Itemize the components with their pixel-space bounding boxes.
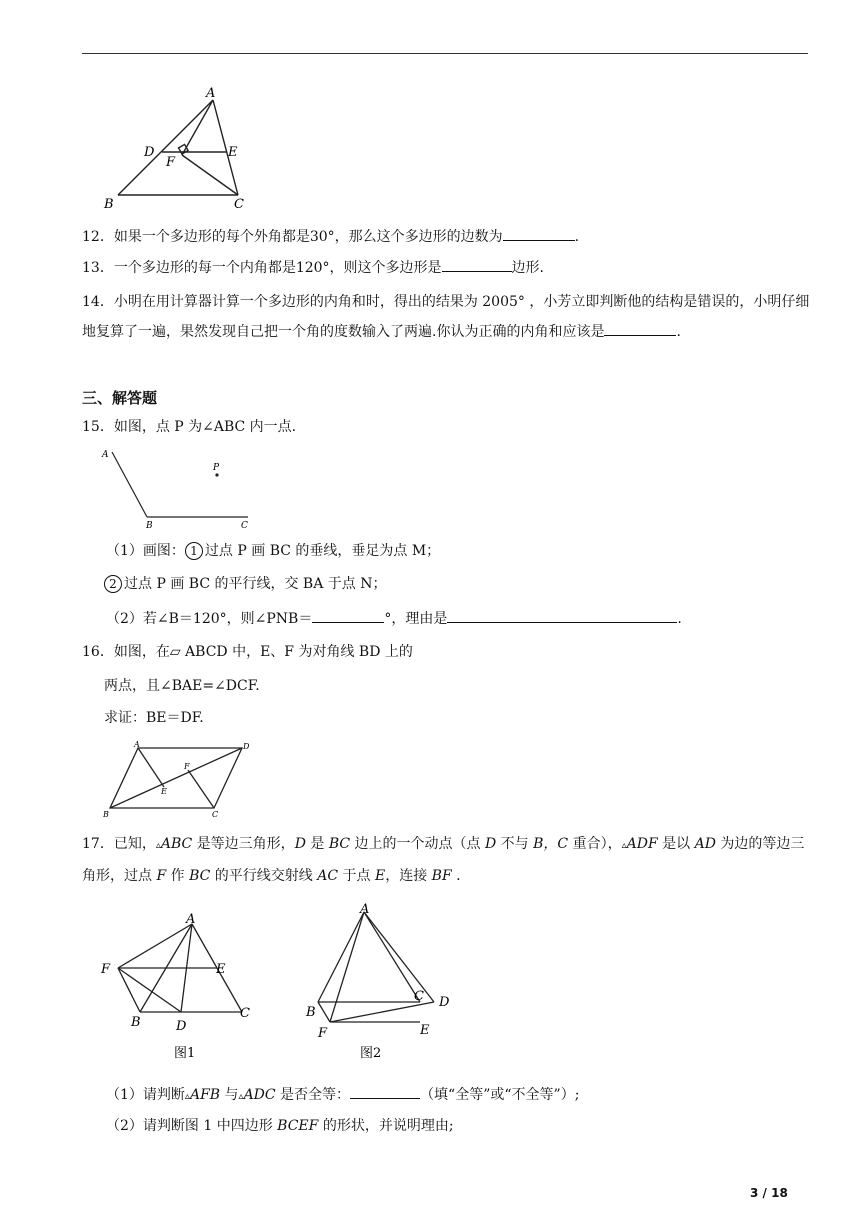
figure-1-caption: 图1 [174, 1046, 196, 1061]
answer-blank[interactable] [312, 608, 384, 623]
label-C: C [241, 521, 248, 530]
question-17-part2: （2）请判断图 1 中四边形 BCEF 的形状，并说明理由; [106, 1118, 454, 1134]
figure-2 [300, 900, 460, 1070]
label-D: D [439, 995, 450, 1010]
answer-blank[interactable] [604, 321, 676, 336]
label-D: D [144, 145, 155, 160]
label-C: C [212, 810, 219, 819]
label-A: A [206, 86, 216, 101]
question-13: 13．一个多边形的每一个内角都是120°，则这个多边形是 边形. [82, 257, 544, 278]
label-P: P [213, 463, 220, 473]
figure-triangle-de [100, 84, 260, 214]
question-16-line1: 16．如图，在▱ ABCD 中，E、F 为对角线 BD 上的 [82, 644, 413, 660]
label-B: B [103, 810, 109, 819]
question-15-part1b: 2 过点 P 画 BC 的平行线，交 BA 于点 N； [104, 574, 386, 594]
question-15-part1: （1）画图： 1 过点 P 画 BC 的垂线，垂足为点 M； [106, 543, 441, 559]
label-A: A [134, 740, 140, 749]
question-17-stem: 17．已知，▵ABC 是等边三角形，D 是 BC 边上的一个动点（点 D 不与 B，C 重合），▵ADF 是以 AD 为边的等边三角形，过点 F 作 BC 的平行线交射线 AC 于点 E，连接 BF . [82, 836, 805, 884]
label-F: F [166, 155, 176, 170]
figure-1 [96, 910, 266, 1070]
section-title: 三、解答题 [82, 389, 158, 407]
question-15-part2: （2）若∠B＝120°，则∠PNB＝ °，理由是 . [106, 608, 682, 629]
label-C: C [234, 197, 244, 212]
label-D: D [176, 1019, 187, 1034]
label-B: B [146, 521, 153, 530]
label-A: A [360, 902, 370, 917]
label-C: C [240, 1006, 250, 1021]
label-B: B [306, 1005, 316, 1020]
label-F: F [101, 962, 111, 977]
reason-blank[interactable] [447, 608, 677, 623]
label-E: E [420, 1023, 430, 1038]
label-E: E [216, 962, 226, 977]
label-E: E [228, 145, 238, 160]
figure-2-caption: 图2 [360, 1046, 382, 1061]
label-E: E [161, 787, 167, 796]
label-B: B [131, 1015, 141, 1030]
question-16-line2: 两点，且∠BAE=∠DCF. [104, 678, 260, 694]
answer-blank[interactable] [442, 257, 512, 272]
label-F: F [318, 1026, 328, 1041]
question-15-stem: 15．如图，点 P 为∠ABC 内一点. [82, 419, 297, 435]
label-A: A [102, 450, 109, 460]
question-14: 14．小明在用计算器计算一个多边形的内角和时，得出的结果为 2005° ，小芳立即判断他的结构是错误的，小明仔细地复算了一遍，果然发现自己把一个角的度数输入了两遍.你认为正确的内角和应该是 . [82, 294, 810, 340]
page-number: 3 / 18 [750, 1186, 788, 1200]
header-rule [82, 53, 808, 54]
label-D: D [243, 742, 250, 751]
question-17-part1: （1）请判断▵AFB 与▵ADC 是否全等： （填“全等”或“不全等”）; [106, 1084, 579, 1107]
label-F: F [184, 762, 190, 771]
answer-blank[interactable] [503, 226, 575, 241]
answer-blank[interactable] [350, 1084, 420, 1099]
label-B: B [104, 197, 114, 212]
figure-parallelogram [100, 740, 260, 820]
question-16-line3: 求证：BE＝DF. [104, 710, 204, 726]
label-C: C [414, 989, 424, 1004]
figure-angle-abc [100, 446, 260, 530]
question-12: 12．如果一个多边形的每个外角都是30°，那么这个多边形的边数为 . [82, 226, 579, 247]
label-A: A [186, 912, 196, 927]
